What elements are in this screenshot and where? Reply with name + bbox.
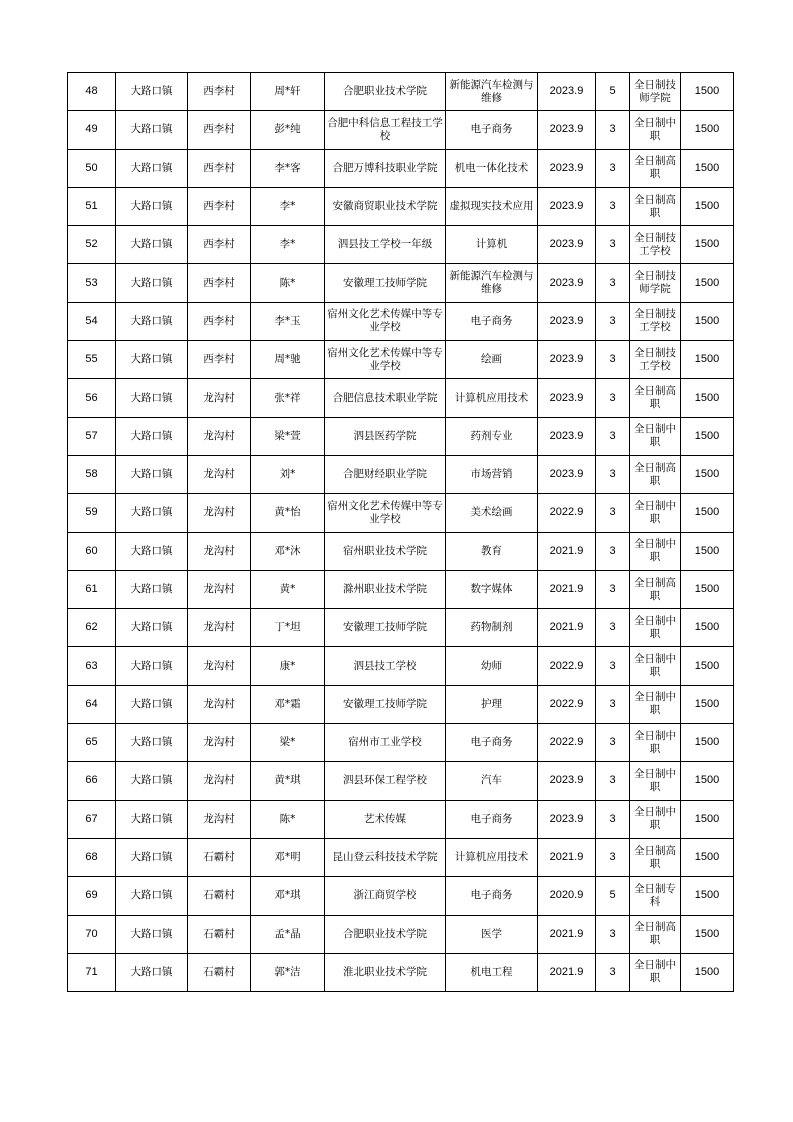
table-row — [68, 647, 734, 685]
school-cell: 泗县医药学院 — [325, 417, 446, 455]
student-name-cell: 梁* — [251, 724, 325, 762]
major-cell: 机电工程 — [446, 953, 538, 991]
study-type-cell: 全日制高职 — [630, 838, 681, 876]
row-number: 60 — [68, 532, 116, 570]
table-row — [68, 953, 734, 991]
major-cell: 医学 — [446, 915, 538, 953]
student-name-cell: 刘* — [251, 455, 325, 493]
program-length-cell: 3 — [596, 226, 630, 264]
major-cell: 护理 — [446, 685, 538, 723]
school-cell: 泗县技工学校一年级 — [325, 226, 446, 264]
subsidy-amount-cell: 1500 — [681, 570, 734, 608]
enrollment-date-cell: 2023.9 — [538, 264, 596, 302]
program-length-cell: 3 — [596, 494, 630, 532]
school-cell: 浙江商贸学校 — [325, 877, 446, 915]
school-cell: 昆山登云科技技术学院 — [325, 838, 446, 876]
student-name-cell: 李*客 — [251, 149, 325, 187]
major-cell: 电子商务 — [446, 724, 538, 762]
major-cell: 汽车 — [446, 762, 538, 800]
major-cell: 市场营销 — [446, 455, 538, 493]
school-cell: 泗县环保工程学校 — [325, 762, 446, 800]
student-name-cell: 彭*纯 — [251, 111, 325, 149]
town-cell: 大路口镇 — [116, 149, 188, 187]
enrollment-date-cell: 2023.9 — [538, 762, 596, 800]
major-cell: 机电一体化技术 — [446, 149, 538, 187]
town-cell: 大路口镇 — [116, 838, 188, 876]
table-row — [68, 341, 734, 379]
school-cell: 合肥中科信息工程技工学校 — [325, 111, 446, 149]
program-length-cell: 3 — [596, 111, 630, 149]
subsidy-amount-cell: 1500 — [681, 877, 734, 915]
subsidy-amount-cell: 1500 — [681, 609, 734, 647]
enrollment-date-cell: 2021.9 — [538, 915, 596, 953]
enrollment-date-cell: 2022.9 — [538, 647, 596, 685]
row-number: 49 — [68, 111, 116, 149]
program-length-cell: 3 — [596, 609, 630, 647]
school-cell: 合肥财经职业学院 — [325, 455, 446, 493]
subsidy-amount-cell: 1500 — [681, 187, 734, 225]
study-type-cell: 全日制技师学院 — [630, 73, 681, 111]
school-cell: 宿州文化艺术传媒中等专业学校 — [325, 302, 446, 340]
village-cell: 龙沟村 — [188, 494, 251, 532]
program-length-cell: 3 — [596, 724, 630, 762]
subsidy-amount-cell: 1500 — [681, 226, 734, 264]
subsidy-amount-cell: 1500 — [681, 800, 734, 838]
row-number: 67 — [68, 800, 116, 838]
enrollment-date-cell: 2022.9 — [538, 685, 596, 723]
row-number: 55 — [68, 341, 116, 379]
student-name-cell: 李* — [251, 187, 325, 225]
program-length-cell: 3 — [596, 838, 630, 876]
table-row — [68, 494, 734, 532]
subsidy-amount-cell: 1500 — [681, 341, 734, 379]
subsidy-amount-cell: 1500 — [681, 915, 734, 953]
subsidy-amount-cell: 1500 — [681, 724, 734, 762]
table-row — [68, 111, 734, 149]
enrollment-date-cell: 2023.9 — [538, 302, 596, 340]
enrollment-date-cell: 2020.9 — [538, 877, 596, 915]
village-cell: 龙沟村 — [188, 762, 251, 800]
student-name-cell: 康* — [251, 647, 325, 685]
table-row — [68, 800, 734, 838]
major-cell: 计算机 — [446, 226, 538, 264]
student-name-cell: 邓*沐 — [251, 532, 325, 570]
study-type-cell: 全日制中职 — [630, 647, 681, 685]
enrollment-date-cell: 2021.9 — [538, 953, 596, 991]
enrollment-date-cell: 2023.9 — [538, 111, 596, 149]
town-cell: 大路口镇 — [116, 264, 188, 302]
village-cell: 龙沟村 — [188, 570, 251, 608]
student-name-cell: 黄*怡 — [251, 494, 325, 532]
town-cell: 大路口镇 — [116, 915, 188, 953]
program-length-cell: 3 — [596, 800, 630, 838]
table-row — [68, 762, 734, 800]
table-row — [68, 838, 734, 876]
program-length-cell: 3 — [596, 379, 630, 417]
student-name-cell: 周*轩 — [251, 73, 325, 111]
subsidy-amount-cell: 1500 — [681, 953, 734, 991]
subsidy-amount-cell: 1500 — [681, 149, 734, 187]
study-type-cell: 全日制中职 — [630, 417, 681, 455]
enrollment-date-cell: 2021.9 — [538, 532, 596, 570]
school-cell: 泗县技工学校 — [325, 647, 446, 685]
table-row — [68, 187, 734, 225]
study-type-cell: 全日制中职 — [630, 609, 681, 647]
study-type-cell: 全日制高职 — [630, 379, 681, 417]
major-cell: 药物制剂 — [446, 609, 538, 647]
row-number: 68 — [68, 838, 116, 876]
row-number: 70 — [68, 915, 116, 953]
town-cell: 大路口镇 — [116, 953, 188, 991]
school-cell: 安徽理工技师学院 — [325, 264, 446, 302]
table-row — [68, 149, 734, 187]
town-cell: 大路口镇 — [116, 455, 188, 493]
row-number: 51 — [68, 187, 116, 225]
study-type-cell: 全日制中职 — [630, 762, 681, 800]
school-cell: 安徽理工技师学院 — [325, 609, 446, 647]
enrollment-date-cell: 2021.9 — [538, 838, 596, 876]
table-row — [68, 73, 734, 111]
subsidy-amount-cell: 1500 — [681, 532, 734, 570]
subsidy-amount-cell: 1500 — [681, 455, 734, 493]
enrollment-date-cell: 2023.9 — [538, 73, 596, 111]
major-cell: 电子商务 — [446, 111, 538, 149]
table-row — [68, 532, 734, 570]
village-cell: 石霸村 — [188, 838, 251, 876]
enrollment-date-cell: 2023.9 — [538, 341, 596, 379]
subsidy-amount-cell: 1500 — [681, 111, 734, 149]
program-length-cell: 3 — [596, 532, 630, 570]
village-cell: 龙沟村 — [188, 800, 251, 838]
enrollment-date-cell: 2022.9 — [538, 724, 596, 762]
row-number: 66 — [68, 762, 116, 800]
student-name-cell: 邓*霜 — [251, 685, 325, 723]
table-row — [68, 915, 734, 953]
study-type-cell: 全日制专科 — [630, 877, 681, 915]
major-cell: 电子商务 — [446, 302, 538, 340]
program-length-cell: 3 — [596, 455, 630, 493]
row-number: 63 — [68, 647, 116, 685]
town-cell: 大路口镇 — [116, 877, 188, 915]
school-cell: 宿州市工业学校 — [325, 724, 446, 762]
village-cell: 龙沟村 — [188, 685, 251, 723]
row-number: 56 — [68, 379, 116, 417]
enrollment-date-cell: 2023.9 — [538, 187, 596, 225]
village-cell: 龙沟村 — [188, 647, 251, 685]
village-cell: 石霸村 — [188, 877, 251, 915]
study-type-cell: 全日制中职 — [630, 953, 681, 991]
table-row — [68, 417, 734, 455]
student-name-cell: 郭*洁 — [251, 953, 325, 991]
enrollment-date-cell: 2021.9 — [538, 609, 596, 647]
row-number: 50 — [68, 149, 116, 187]
subsidy-amount-cell: 1500 — [681, 417, 734, 455]
village-cell: 龙沟村 — [188, 609, 251, 647]
town-cell: 大路口镇 — [116, 800, 188, 838]
school-cell: 安徽商贸职业技术学院 — [325, 187, 446, 225]
row-number: 48 — [68, 73, 116, 111]
study-type-cell: 全日制高职 — [630, 149, 681, 187]
study-type-cell: 全日制高职 — [630, 187, 681, 225]
village-cell: 龙沟村 — [188, 532, 251, 570]
village-cell: 西李村 — [188, 111, 251, 149]
student-name-cell: 李*玉 — [251, 302, 325, 340]
school-cell: 艺术传媒 — [325, 800, 446, 838]
study-type-cell: 全日制技工学校 — [630, 226, 681, 264]
village-cell: 西李村 — [188, 73, 251, 111]
table-row — [68, 685, 734, 723]
subsidy-amount-cell: 1500 — [681, 379, 734, 417]
program-length-cell: 3 — [596, 570, 630, 608]
row-number: 54 — [68, 302, 116, 340]
subsidy-amount-cell: 1500 — [681, 494, 734, 532]
program-length-cell: 3 — [596, 685, 630, 723]
village-cell: 龙沟村 — [188, 379, 251, 417]
school-cell: 合肥信息技术职业学院 — [325, 379, 446, 417]
row-number: 62 — [68, 609, 116, 647]
program-length-cell: 3 — [596, 264, 630, 302]
subsidy-amount-cell: 1500 — [681, 647, 734, 685]
study-type-cell: 全日制中职 — [630, 724, 681, 762]
major-cell: 电子商务 — [446, 800, 538, 838]
row-number: 57 — [68, 417, 116, 455]
enrollment-date-cell: 2023.9 — [538, 455, 596, 493]
program-length-cell: 3 — [596, 953, 630, 991]
row-number: 65 — [68, 724, 116, 762]
town-cell: 大路口镇 — [116, 341, 188, 379]
study-type-cell: 全日制高职 — [630, 455, 681, 493]
subsidy-amount-cell: 1500 — [681, 838, 734, 876]
major-cell: 美术绘画 — [446, 494, 538, 532]
village-cell: 西李村 — [188, 341, 251, 379]
town-cell: 大路口镇 — [116, 73, 188, 111]
table-row — [68, 264, 734, 302]
town-cell: 大路口镇 — [116, 647, 188, 685]
enrollment-date-cell: 2022.9 — [538, 494, 596, 532]
program-length-cell: 3 — [596, 915, 630, 953]
row-number: 59 — [68, 494, 116, 532]
subsidy-amount-cell: 1500 — [681, 762, 734, 800]
student-name-cell: 黄*琪 — [251, 762, 325, 800]
program-length-cell: 5 — [596, 877, 630, 915]
school-cell: 宿州文化艺术传媒中等专业学校 — [325, 494, 446, 532]
table-row — [68, 877, 734, 915]
school-cell: 宿州文化艺术传媒中等专业学校 — [325, 341, 446, 379]
program-length-cell: 3 — [596, 341, 630, 379]
school-cell: 安徽理工技师学院 — [325, 685, 446, 723]
program-length-cell: 3 — [596, 647, 630, 685]
subsidy-amount-cell: 1500 — [681, 685, 734, 723]
program-length-cell: 3 — [596, 417, 630, 455]
student-name-cell: 张*祥 — [251, 379, 325, 417]
town-cell: 大路口镇 — [116, 570, 188, 608]
student-name-cell: 陈* — [251, 264, 325, 302]
row-number: 71 — [68, 953, 116, 991]
school-cell: 合肥职业技术学院 — [325, 73, 446, 111]
row-number: 53 — [68, 264, 116, 302]
student-name-cell: 黄* — [251, 570, 325, 608]
village-cell: 西李村 — [188, 302, 251, 340]
study-type-cell: 全日制高职 — [630, 570, 681, 608]
major-cell: 电子商务 — [446, 877, 538, 915]
major-cell: 幼师 — [446, 647, 538, 685]
table-row — [68, 724, 734, 762]
village-cell: 石霸村 — [188, 915, 251, 953]
study-type-cell: 全日制中职 — [630, 800, 681, 838]
village-cell: 西李村 — [188, 226, 251, 264]
student-name-cell: 孟*晶 — [251, 915, 325, 953]
subsidy-amount-cell: 1500 — [681, 302, 734, 340]
village-cell: 龙沟村 — [188, 724, 251, 762]
subsidy-table — [67, 72, 734, 992]
school-cell: 合肥万博科技职业学院 — [325, 149, 446, 187]
major-cell: 数字媒体 — [446, 570, 538, 608]
enrollment-date-cell: 2023.9 — [538, 800, 596, 838]
school-cell: 宿州职业技术学院 — [325, 532, 446, 570]
table-row — [68, 226, 734, 264]
town-cell: 大路口镇 — [116, 417, 188, 455]
student-name-cell: 丁*坦 — [251, 609, 325, 647]
major-cell: 计算机应用技术 — [446, 838, 538, 876]
school-cell: 淮北职业技术学院 — [325, 953, 446, 991]
student-name-cell: 李* — [251, 226, 325, 264]
program-length-cell: 3 — [596, 762, 630, 800]
village-cell: 龙沟村 — [188, 417, 251, 455]
row-number: 69 — [68, 877, 116, 915]
subsidy-amount-cell: 1500 — [681, 73, 734, 111]
town-cell: 大路口镇 — [116, 187, 188, 225]
town-cell: 大路口镇 — [116, 609, 188, 647]
program-length-cell: 5 — [596, 73, 630, 111]
enrollment-date-cell: 2023.9 — [538, 226, 596, 264]
major-cell: 药剂专业 — [446, 417, 538, 455]
table-row — [68, 609, 734, 647]
enrollment-date-cell: 2021.9 — [538, 570, 596, 608]
study-type-cell: 全日制中职 — [630, 494, 681, 532]
town-cell: 大路口镇 — [116, 494, 188, 532]
village-cell: 西李村 — [188, 187, 251, 225]
table-row — [68, 455, 734, 493]
study-type-cell: 全日制技工学校 — [630, 341, 681, 379]
town-cell: 大路口镇 — [116, 724, 188, 762]
table-row — [68, 379, 734, 417]
study-type-cell: 全日制中职 — [630, 685, 681, 723]
village-cell: 龙沟村 — [188, 455, 251, 493]
study-type-cell: 全日制高职 — [630, 915, 681, 953]
town-cell: 大路口镇 — [116, 685, 188, 723]
row-number: 52 — [68, 226, 116, 264]
village-cell: 西李村 — [188, 264, 251, 302]
student-name-cell: 邓*琪 — [251, 877, 325, 915]
town-cell: 大路口镇 — [116, 226, 188, 264]
subsidy-amount-cell: 1500 — [681, 264, 734, 302]
major-cell: 虚拟现实技术应用 — [446, 187, 538, 225]
study-type-cell: 全日制技师学院 — [630, 264, 681, 302]
town-cell: 大路口镇 — [116, 762, 188, 800]
row-number: 64 — [68, 685, 116, 723]
major-cell: 计算机应用技术 — [446, 379, 538, 417]
row-number: 61 — [68, 570, 116, 608]
program-length-cell: 3 — [596, 187, 630, 225]
enrollment-date-cell: 2023.9 — [538, 379, 596, 417]
town-cell: 大路口镇 — [116, 379, 188, 417]
major-cell: 教育 — [446, 532, 538, 570]
student-name-cell: 周*驰 — [251, 341, 325, 379]
table-row — [68, 302, 734, 340]
student-name-cell: 陈* — [251, 800, 325, 838]
study-type-cell: 全日制中职 — [630, 111, 681, 149]
enrollment-date-cell: 2023.9 — [538, 417, 596, 455]
school-cell: 合肥职业技术学院 — [325, 915, 446, 953]
major-cell: 新能源汽车检测与维修 — [446, 264, 538, 302]
program-length-cell: 3 — [596, 149, 630, 187]
village-cell: 西李村 — [188, 149, 251, 187]
study-type-cell: 全日制技工学校 — [630, 302, 681, 340]
student-name-cell: 邓*明 — [251, 838, 325, 876]
program-length-cell: 3 — [596, 302, 630, 340]
row-number: 58 — [68, 455, 116, 493]
town-cell: 大路口镇 — [116, 111, 188, 149]
village-cell: 石霸村 — [188, 953, 251, 991]
town-cell: 大路口镇 — [116, 302, 188, 340]
enrollment-date-cell: 2023.9 — [538, 149, 596, 187]
major-cell: 新能源汽车检测与维修 — [446, 73, 538, 111]
study-type-cell: 全日制中职 — [630, 532, 681, 570]
town-cell: 大路口镇 — [116, 532, 188, 570]
table-body — [68, 73, 734, 992]
student-name-cell: 梁*萱 — [251, 417, 325, 455]
school-cell: 滁州职业技术学院 — [325, 570, 446, 608]
major-cell: 绘画 — [446, 341, 538, 379]
table-row — [68, 570, 734, 608]
